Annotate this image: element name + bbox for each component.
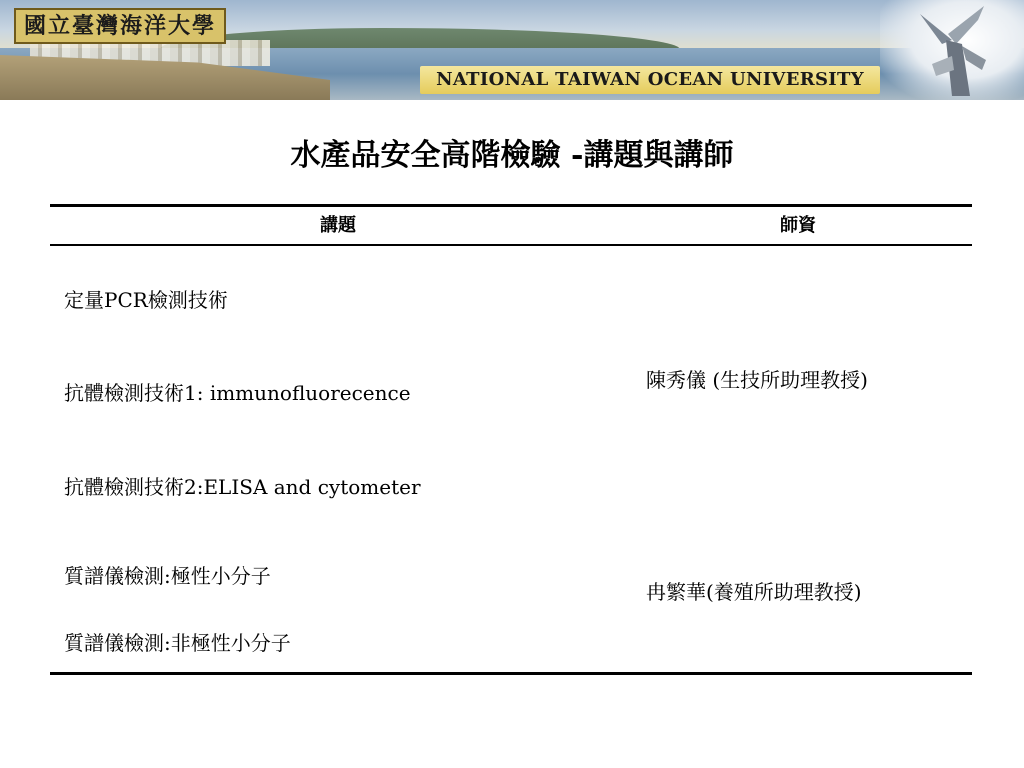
header-topic: 講題 (320, 215, 356, 236)
header-instructor: 師資 (780, 215, 816, 236)
table-bottom-rule (50, 672, 972, 675)
table-header-rule (50, 244, 972, 246)
instructor-item: 陳秀儀 (生技所助理教授) (646, 368, 868, 392)
table-top-rule (50, 204, 972, 207)
topic-item: 定量PCR檢測技術 (64, 288, 228, 312)
sculpture-image (912, 4, 992, 98)
instructor-item: 冉繁華(養殖所助理教授) (646, 580, 862, 604)
university-logo-text: 國立臺灣海洋大學 (14, 8, 226, 44)
header-banner (0, 0, 1024, 100)
topic-instructor-table (50, 204, 972, 676)
university-name: NATIONAL TAIWAN OCEAN UNIVERSITY (420, 66, 880, 94)
topic-item: 抗體檢測技術1: immunofluorecence (64, 381, 411, 405)
topic-item: 抗體檢測技術2:ELISA and cytometer (64, 475, 421, 499)
slide-title: 水產品安全高階檢驗 -講題與講師 (290, 138, 734, 173)
topic-item: 質譜儀檢測:非極性小分子 (64, 631, 291, 655)
topic-item: 質譜儀檢測:極性小分子 (64, 564, 271, 588)
